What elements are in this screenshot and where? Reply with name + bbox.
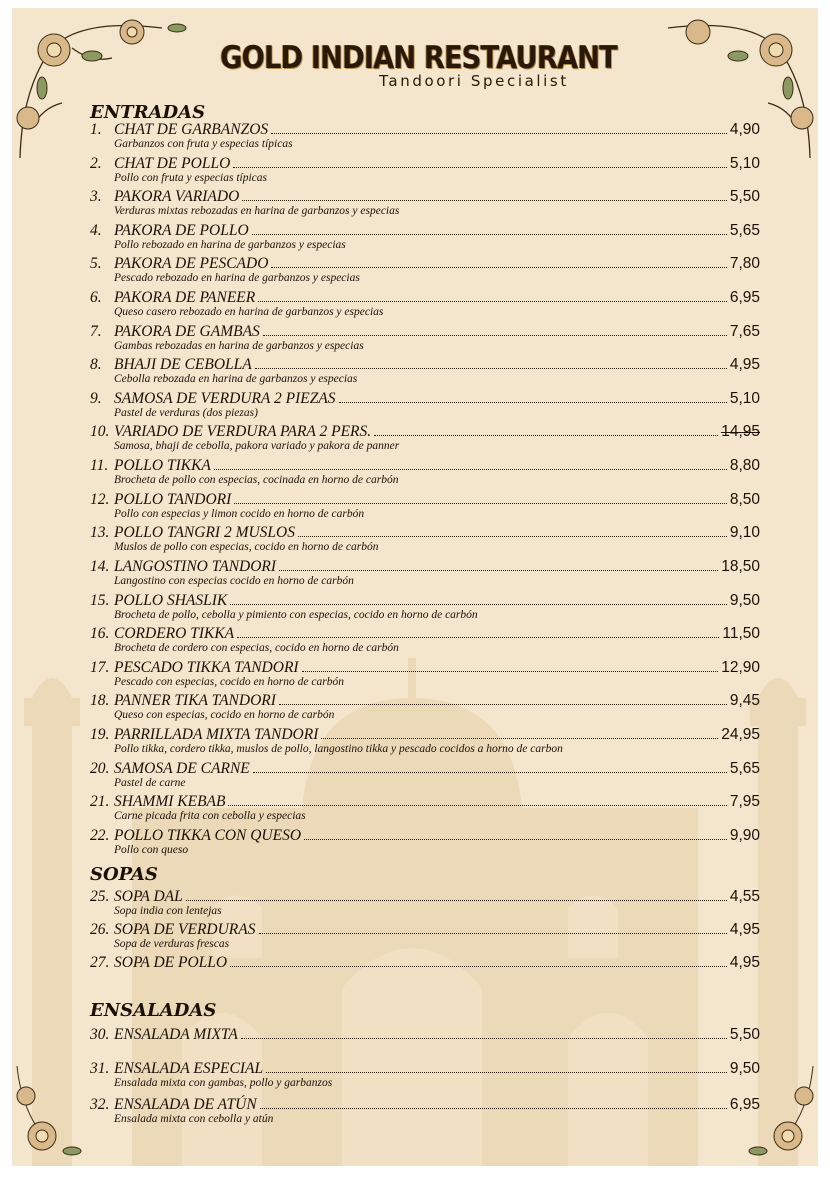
menu-item [90, 1060, 760, 1090]
item-description: Sopa de verduras frescas [114, 938, 230, 950]
item-price: 5,10 [729, 155, 760, 172]
item-name: POLLO SHASLIK [114, 592, 228, 609]
menu-item [90, 592, 760, 622]
restaurant-header [12, 40, 818, 90]
dot-leader [279, 570, 718, 571]
menu-item [90, 726, 760, 756]
item-name: POLLO TANGRI 2 MUSLOS [114, 524, 295, 541]
section-title-entradas: ENTRADAS [90, 102, 206, 123]
item-name: ENSALADA DE ATÚN [114, 1096, 257, 1113]
item-price: 6,95 [729, 1096, 760, 1113]
item-description: Pastel de carne [114, 777, 186, 789]
item-number: 3. [90, 188, 102, 205]
item-name: PANNER TIKA TANDORI [114, 692, 276, 709]
item-name: POLLO TANDORI [114, 491, 232, 508]
item-description: Langostino con especias cocido en horno de carbón [114, 575, 354, 587]
menu-item [90, 692, 760, 722]
item-price: 12,90 [721, 659, 760, 676]
item-number: 22. [90, 827, 110, 844]
item-description: Pollo con fruta y especias típicas [114, 172, 267, 184]
item-name: PARRILLADA MIXTA TANDORI [114, 726, 319, 743]
item-name: CORDERO TIKKA [114, 625, 235, 642]
item-name: PAKORA DE PANEER [114, 289, 256, 306]
item-number: 4. [90, 222, 102, 239]
item-name: BHAJI DE CEBOLLA [114, 356, 252, 373]
item-price: 4,90 [729, 121, 760, 138]
item-description: Brocheta de pollo con especias, cocinada en horno de carbón [114, 474, 399, 486]
item-number: 13. [90, 524, 110, 541]
dot-leader [304, 839, 727, 840]
menu-item [90, 222, 760, 252]
item-number: 2. [90, 155, 102, 172]
item-number: 25. [90, 888, 110, 905]
menu-item [90, 323, 760, 353]
item-name: CHAT DE GARBANZOS [114, 121, 269, 138]
item-price: 9,50 [729, 592, 760, 609]
item-name: POLLO TIKKA [114, 457, 211, 474]
menu-page [12, 8, 818, 1166]
item-description: Sopa india con lentejas [114, 905, 222, 917]
menu-item [90, 558, 760, 588]
menu-item [90, 155, 760, 185]
dot-leader [271, 133, 727, 134]
menu-item [90, 390, 760, 420]
item-name: SOPA DAL [114, 888, 183, 905]
item-description: Ensalada mixta con cebolla y atún [114, 1113, 274, 1125]
item-name: SAMOSA DE CARNE [114, 760, 250, 777]
dot-leader [374, 435, 718, 436]
item-number: 11. [90, 457, 109, 474]
item-description: Pastel de verduras (dos piezas) [114, 407, 258, 419]
item-price: 5,10 [729, 390, 760, 407]
menu-item [90, 793, 760, 823]
dot-leader [241, 1038, 727, 1039]
item-number: 20. [90, 760, 110, 777]
section-title-ensaladas: ENSALADAS [90, 1000, 217, 1021]
item-description: Brocheta de cordero con especias, cocido en horno de carbón [114, 642, 399, 654]
section-title-sopas: SOPAS [90, 864, 158, 885]
dot-leader [255, 368, 727, 369]
dot-leader [321, 738, 718, 739]
item-description: Garbanzos con fruta y especias típicas [114, 138, 293, 150]
item-name: SOPA DE VERDURAS [114, 921, 256, 938]
item-number: 6. [90, 289, 102, 306]
menu-item [90, 457, 760, 487]
item-description: Pollo con queso [114, 844, 189, 856]
dot-leader [214, 469, 727, 470]
item-number: 19. [90, 726, 110, 743]
item-number: 1. [90, 121, 102, 138]
item-number: 7. [90, 323, 102, 340]
dot-leader [302, 671, 719, 672]
item-name: ENSALADA MIXTA [114, 1026, 238, 1043]
item-number: 21. [90, 793, 110, 810]
restaurant-name: GOLD INDIAN RESTAURANT [220, 40, 617, 76]
dot-leader [230, 966, 727, 967]
floral-corner-icon [12, 1066, 102, 1166]
item-description: Pollo tikka, cordero tikka, muslos de pollo, langostino tikka y pescado cocidos a horno de carbon [114, 743, 563, 755]
item-price: 8,50 [729, 491, 760, 508]
item-price: 9,10 [729, 524, 760, 541]
item-price: 5,50 [729, 1026, 760, 1043]
menu-item [90, 954, 760, 971]
item-number: 30. [90, 1026, 110, 1043]
item-name: ENSALADA ESPECIAL [114, 1060, 264, 1077]
item-name: SOPA DE POLLO [114, 954, 228, 971]
item-name: LANGOSTINO TANDORI [114, 558, 277, 575]
menu-item [90, 625, 760, 655]
dot-leader [234, 503, 727, 504]
dot-leader [253, 772, 727, 773]
item-description: Pescado rebozado en harina de garbanzos y especias [114, 272, 360, 284]
menu-item [90, 888, 760, 918]
item-price: 7,80 [729, 255, 760, 272]
item-name: CHAT DE POLLO [114, 155, 231, 172]
item-description: Ensalada mixta con gambas, pollo y garbanzos [114, 1077, 333, 1089]
menu-item [90, 356, 760, 386]
item-number: 14. [90, 558, 110, 575]
item-price: 9,50 [729, 1060, 760, 1077]
item-description: Pescado con especias, cocido en horno de carbón [114, 676, 344, 688]
menu-item [90, 1096, 760, 1126]
item-price: 9,45 [729, 692, 760, 709]
item-price: 4,55 [729, 888, 760, 905]
dot-leader [271, 267, 726, 268]
item-number: 5. [90, 255, 102, 272]
item-price: 6,95 [729, 289, 760, 306]
dot-leader [252, 234, 727, 235]
item-name: SAMOSA DE VERDURA 2 PIEZAS [114, 390, 336, 407]
item-description: Pollo rebozado en harina de garbanzos y especias [114, 239, 346, 251]
item-name: PAKORA DE GAMBAS [114, 323, 260, 340]
item-description: Cebolla rebozada en harina de garbanzos y especias [114, 373, 358, 385]
item-description: Brocheta de pollo, cebolla y pimiento con especias, cocido en horno de carbón [114, 609, 478, 621]
item-number: 17. [90, 659, 110, 676]
item-number: 15. [90, 592, 110, 609]
item-price: 14,95 [721, 423, 760, 440]
item-price: 4,95 [729, 921, 760, 938]
menu-item [90, 491, 760, 521]
item-name: POLLO TIKKA CON QUESO [114, 827, 302, 844]
dot-leader [228, 805, 726, 806]
menu-item [90, 255, 760, 285]
item-description: Queso casero rebozado en harina de garbanzos y especias [114, 306, 384, 318]
item-number: 8. [90, 356, 102, 373]
item-price: 18,50 [721, 558, 760, 575]
item-price: 9,90 [729, 827, 760, 844]
item-number: 26. [90, 921, 110, 938]
dot-leader [237, 637, 719, 638]
menu-item [90, 188, 760, 218]
item-description: Samosa, bhaji de cebolla, pakora variado y pakora de panner [114, 440, 400, 452]
dot-leader [260, 1108, 727, 1109]
dot-leader [258, 301, 727, 302]
menu-item [90, 921, 760, 951]
item-number: 9. [90, 390, 102, 407]
item-name: PAKORA VARIADO [114, 188, 240, 205]
item-price: 11,50 [722, 625, 760, 642]
item-price: 5,65 [729, 222, 760, 239]
item-description: Queso con especias, cocido en horno de carbón [114, 709, 335, 721]
menu-item [90, 121, 760, 151]
menu-item [90, 1026, 760, 1043]
item-description: Carne picada frita con cebolla y especias [114, 810, 306, 822]
item-name: SHAMMI KEBAB [114, 793, 226, 810]
menu-item [90, 827, 760, 857]
dot-leader [266, 1072, 727, 1073]
dot-leader [233, 167, 727, 168]
item-price: 7,95 [729, 793, 760, 810]
dot-leader [186, 900, 727, 901]
dot-leader [230, 604, 727, 605]
item-name: PESCADO TIKKA TANDORI [114, 659, 299, 676]
item-number: 18. [90, 692, 110, 709]
item-number: 27. [90, 954, 110, 971]
menu-item [90, 524, 760, 554]
restaurant-tagline: Tandoori Specialist [379, 72, 569, 90]
dot-leader [298, 536, 727, 537]
item-price: 5,65 [729, 760, 760, 777]
item-number: 31. [90, 1060, 110, 1077]
dot-leader [263, 335, 727, 336]
item-description: Gambas rebozadas en harina de garbanzos y especias [114, 340, 364, 352]
item-number: 16. [90, 625, 110, 642]
item-price: 4,95 [729, 356, 760, 373]
item-number: 10. [90, 423, 110, 440]
menu-item [90, 423, 760, 453]
dot-leader [242, 200, 727, 201]
item-number: 12. [90, 491, 110, 508]
item-name: PAKORA DE POLLO [114, 222, 249, 239]
item-price: 4,95 [729, 954, 760, 971]
item-price: 7,65 [729, 323, 760, 340]
item-description: Verduras mixtas rebozadas en harina de garbanzos y especias [114, 205, 400, 217]
dot-leader [259, 933, 727, 934]
item-price: 24,95 [721, 726, 760, 743]
menu-item [90, 289, 760, 319]
dot-leader [279, 704, 727, 705]
item-price: 8,80 [729, 457, 760, 474]
item-name: VARIADO DE VERDURA PARA 2 PERS. [114, 423, 372, 440]
dot-leader [339, 402, 727, 403]
menu-item [90, 659, 760, 689]
item-number: 32. [90, 1096, 110, 1113]
menu-item [90, 760, 760, 790]
item-name: PAKORA DE PESCADO [114, 255, 269, 272]
item-description: Pollo con especias y limon cocido en horno de carbón [114, 508, 365, 520]
item-price: 5,50 [729, 188, 760, 205]
item-description: Muslos de pollo con especias, cocido en horno de carbón [114, 541, 379, 553]
